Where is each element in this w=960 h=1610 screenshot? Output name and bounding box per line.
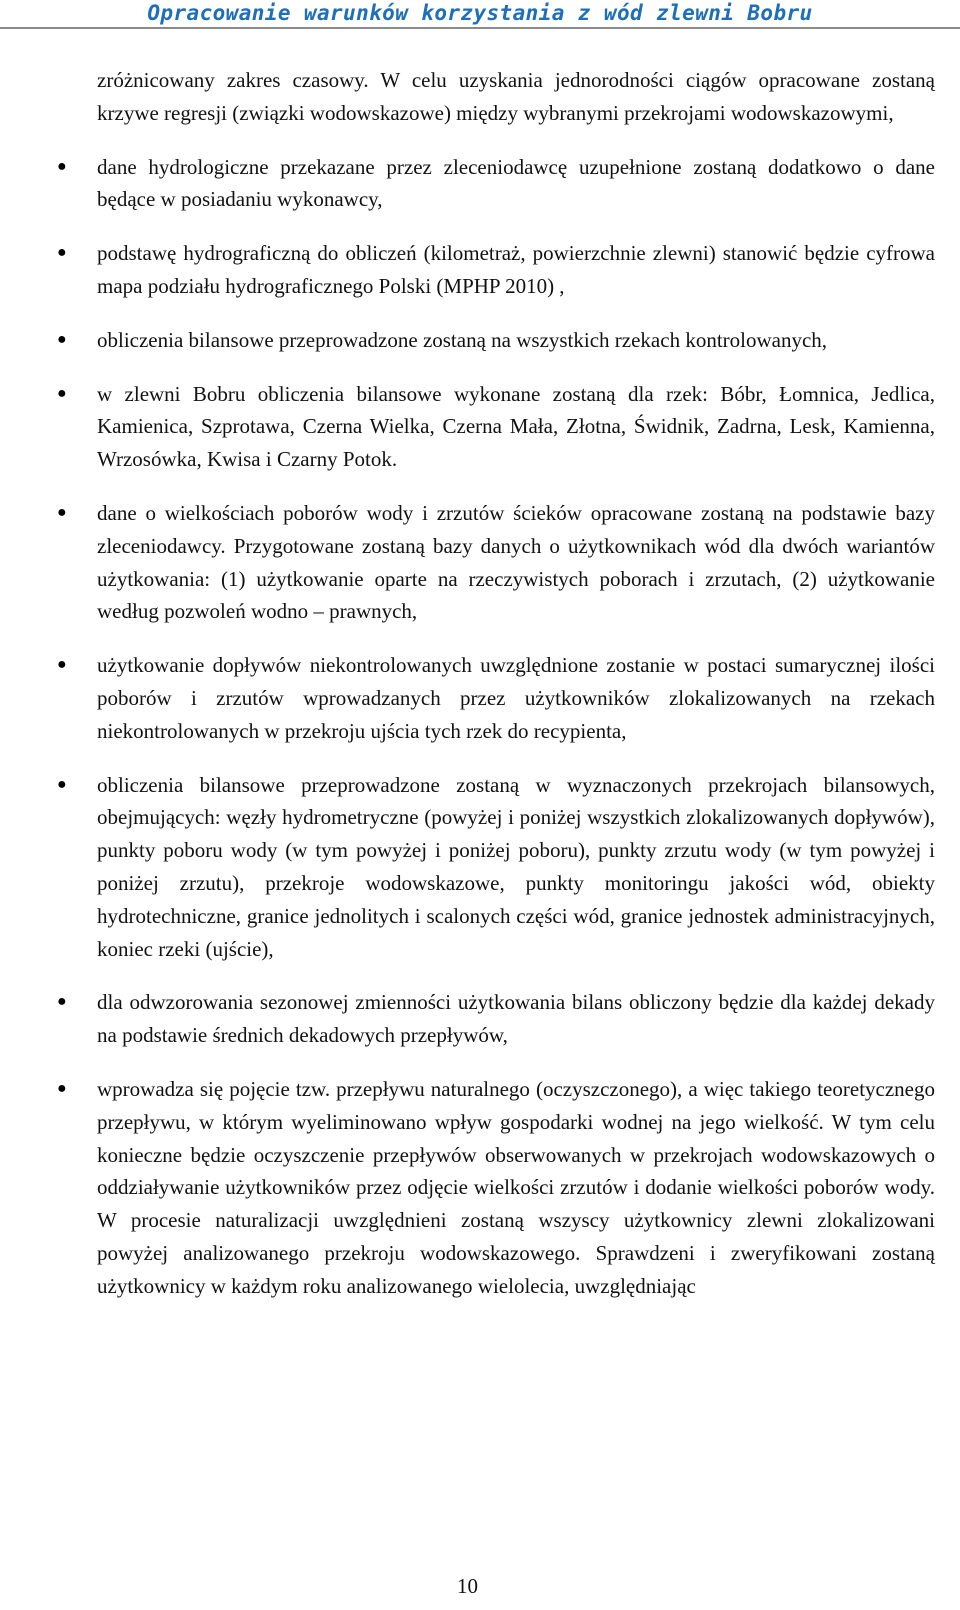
bullet-icon: ●: [57, 503, 67, 521]
bullet-icon: ●: [57, 157, 67, 175]
list-item: [57, 1073, 935, 1303]
list-item-text: podstawę hydrograficzną do obliczeń (kilometraż, powierzchnie zlewni) stanowić będzie cyfrowa mapa podziału hydrograficznego Polski (MPHP 2010) ,: [97, 241, 935, 298]
list-item: [57, 986, 935, 1052]
list-item: [57, 237, 935, 303]
page-header: [0, 0, 960, 30]
bullet-list: [57, 151, 935, 1303]
bullet-icon: ●: [57, 656, 67, 674]
list-item: [57, 324, 935, 357]
bullet-icon: ●: [57, 993, 67, 1011]
bullet-icon: ●: [57, 384, 67, 402]
list-item: [57, 497, 935, 628]
page-number: 10: [457, 1574, 478, 1598]
header-title: Opracowanie warunków korzystania z wód zlewni Bobru: [147, 1, 813, 25]
list-item-text: w zlewni Bobru obliczenia bilansowe wykonane zostaną dla rzek: Bóbr, Łomnica, Jedlica, Kamienica, Szprotawa, Czerna Wielka, Czerna Mała, Złotna, Świdnik, Zadrna, Lesk, Kamienna, Wrzosówka, Kwisa i Czarny Potok.: [97, 381, 935, 472]
list-item-text: obliczenia bilansowe przeprowadzone zostaną na wszystkich rzekach kontrolowanych,: [97, 327, 828, 352]
list-item-text: wprowadza się pojęcie tzw. przepływu naturalnego (oczyszczonego), a więc takiego teoretycznego przepływu, w którym wyeliminowano wpływ gospodarki wodnej na jego wielkość. W tym celu konieczne będzie oczyszczenie przepływów obserwowanych w przekrojach wodowskazowych o oddziaływanie użytkowników przez odjęcie wielkości zrzutów i dodanie wielkości poborów wody. W procesie naturalizacji uwzględnieni zostaną wszyscy użytkownicy zlewni zlokalizowani powyżej analizowanego przekroju wodowskazowego. Sprawdzeni i zweryfikowani zostaną użytkownicy w każdym roku analizowanego wielolecia, uwzględniając: [97, 1076, 935, 1298]
bullet-icon: ●: [57, 1079, 67, 1097]
bullet-icon: ●: [57, 244, 67, 262]
list-item: [57, 378, 935, 476]
list-item-text: dane o wielkościach poborów wody i zrzutów ścieków opracowane zostaną na podstawie bazy zleceniodawcy. Przygotowane zostaną bazy danych o użytkownikach wód dla dwóch wariantów użytkowania: (1) użytkowanie oparte na rzeczywistych poborach i zrzutach, (2) użytkowanie według pozwoleń wodno – prawnych,: [97, 500, 935, 624]
header-divider: [0, 27, 960, 29]
intro-paragraph: zróżnicowany zakres czasowy. W celu uzyskania jednorodności ciągów opracowane zostaną krzywe regresji (związki wodowskazowe) między wybranymi przekrojami wodowskazowymi,: [97, 68, 935, 125]
list-item-text: użytkowanie dopływów niekontrolowanych uwzględnione zostanie w postaci sumarycznej ilości poborów i zrzutów wprowadzanych przez użytkowników zlokalizowanych na rzekach niekontrolowanych w przekroju ujścia tych rzek do recypienta,: [97, 653, 935, 743]
list-item-text: dla odwzorowania sezonowej zmienności użytkowania bilans obliczony będzie dla każdej dekady na podstawie średnich dekadowych przepływów,: [97, 990, 935, 1048]
list-item-text: dane hydrologiczne przekazane przez zleceniodawcę uzupełnione zostaną dodatkowo o dane będące w posiadaniu wykonawcy,: [97, 154, 935, 212]
list-item: [57, 769, 935, 966]
bullet-icon: ●: [57, 775, 67, 793]
list-item-text: obliczenia bilansowe przeprowadzone zostaną w wyznaczonych przekrojach bilansowych, obejmujących: węzły hydrometryczne (powyżej i poniżej wszystkich zlokalizowanych dopływów), punkty poboru wody (w tym powyżej i poniżej poboru), punkty zrzutu wody (w tym powyżej i poniżej zrzutu), przekroje wodowskazowe, punkty monitoringu jakości wód, obiekty hydrotechniczne, granice jednolitych i scalonych części wód, granice jednostek administracyjnych, koniec rzeki (ujście),: [97, 772, 935, 961]
list-item: [57, 649, 935, 747]
list-item: [57, 151, 935, 217]
bullet-icon: ●: [57, 330, 67, 348]
document-body: [57, 64, 935, 1303]
